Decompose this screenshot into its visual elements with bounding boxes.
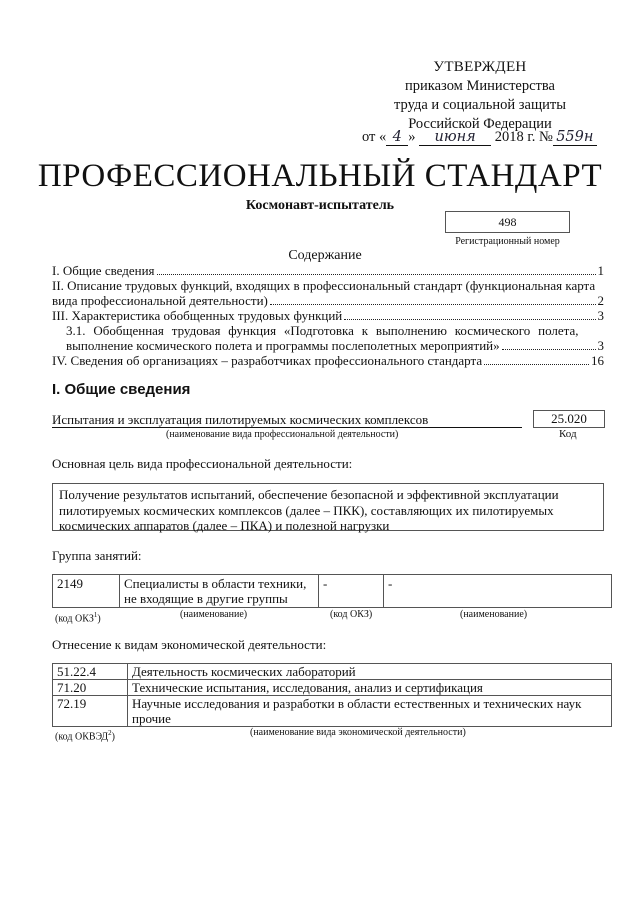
table-row: [53, 680, 612, 696]
caption-text: (код ОКВЭД: [55, 731, 109, 743]
toc-title: Содержание: [288, 248, 362, 263]
toc-item-label-cont: вида профессиональной деятельности): [52, 293, 268, 308]
approval-date-line: [362, 129, 597, 146]
toc-item-page: 16: [591, 353, 604, 368]
group-caption-name-2: (наименование): [460, 609, 528, 620]
table-row: [53, 696, 612, 727]
date-year: 2018 г. №: [494, 129, 553, 145]
section-heading: I. Общие сведения: [52, 381, 191, 398]
toc-leader: [157, 274, 596, 275]
goal-label: Основная цель вида профессиональной деятельности:: [52, 456, 353, 471]
okved-table: [52, 663, 612, 727]
approval-line-labour: труда и социальной защиты: [394, 97, 566, 113]
group-caption-code-2: (код ОКЗ): [330, 609, 373, 620]
activity-name: Испытания и эксплуатация пилотируемых космических комплексов: [52, 412, 522, 428]
group-caption-name: (наименование): [180, 609, 248, 620]
group-table: [52, 574, 612, 608]
approval-line-ministry: приказом Министерства: [405, 78, 555, 94]
registration-label: Регистрационный номер: [455, 236, 560, 247]
activity-code: 25.020: [533, 410, 605, 428]
toc-item-3[interactable]: [52, 308, 604, 323]
toc-item-label: III. Характеристика обобщенных трудовых функций: [52, 308, 343, 323]
group-name-cell: Специалисты в области техники, не входящие в другие группы: [120, 575, 319, 608]
date-month: июня: [419, 130, 491, 146]
group-caption-code: [55, 609, 101, 625]
okved-caption-name: (наименование вида экономической деятельности): [250, 727, 466, 738]
okved-name-cell: Деятельность космических лабораторий: [128, 664, 612, 680]
order-number: 559н: [553, 130, 597, 146]
toc-item-label: II. Описание трудовых функций, входящих в профессиональный стандарт (функциональная карта: [52, 278, 596, 293]
footnote-mark: 2: [108, 729, 112, 737]
document-subtitle: Космонавт-испытатель: [245, 198, 395, 213]
date-prefix: от «: [362, 129, 387, 145]
group-code-cell: -: [319, 575, 384, 608]
okved-code-cell: 72.19: [53, 696, 128, 727]
activity-caption: (наименование вида профессиональной деятельности): [166, 429, 399, 440]
approval-block: [370, 58, 590, 134]
caption-text: ): [111, 731, 115, 743]
okved-name-cell: Научные исследования и разработки в области естественных и технических наук прочие: [128, 696, 612, 727]
group-name-cell: -: [384, 575, 612, 608]
toc-leader: [502, 349, 596, 350]
caption-text: (код ОКЗ: [55, 613, 94, 625]
date-quote: »: [408, 129, 416, 145]
okved-caption-code: [55, 727, 115, 743]
okved-code-cell: 51.22.4: [53, 664, 128, 680]
footnote-mark: 1: [93, 611, 98, 619]
toc-item-1[interactable]: [52, 263, 604, 278]
toc-leader: [344, 319, 595, 320]
toc-item-page: 2: [597, 293, 604, 308]
table-row: [53, 664, 612, 680]
toc-item-label: 3.1. Обобщенная трудовая функция «Подготовка к выполнению космического полета,: [66, 323, 579, 338]
approval-title: УТВЕРЖДЕН: [433, 59, 527, 75]
approval-line-federation: Российской Федерации: [408, 116, 552, 132]
okved-label: Отнесение к видам экономической деятельности:: [52, 637, 327, 652]
activity-code-label: Код: [559, 428, 577, 440]
caption-text: ): [97, 613, 101, 625]
table-row: [53, 575, 612, 608]
toc-leader: [484, 364, 589, 365]
toc-item-page: 3: [597, 338, 604, 353]
toc-item-label: I. Общие сведения: [52, 263, 155, 278]
okved-name-cell: Технические испытания, исследования, анализ и сертификация: [128, 680, 612, 696]
toc-item-3-1[interactable]: [66, 323, 604, 353]
toc-item-page: 3: [597, 308, 604, 323]
okved-code-cell: 71.20: [53, 680, 128, 696]
toc-item-label-cont: выполнение космического полета и программы послеполетных мероприятий»: [66, 338, 500, 353]
group-label: Группа занятий:: [52, 548, 142, 563]
toc-item-page: 1: [597, 263, 604, 278]
date-day: 4: [386, 130, 408, 146]
registration-number: 498: [445, 211, 570, 233]
group-code-cell: 2149: [53, 575, 120, 608]
goal-text: Получение результатов испытаний, обеспечение безопасной и эффективной эксплуатации пилотируемых космических комплексов (далее – ПКК), составляющих их пилотируемых космических аппаратов (далее – ПКА) и полезной нагрузки: [52, 483, 604, 531]
toc-item-2[interactable]: [52, 278, 604, 308]
toc-item-4[interactable]: [52, 353, 604, 368]
toc-leader: [270, 304, 596, 305]
toc-item-label: IV. Сведения об организациях – разработчиках профессионального стандарта: [52, 353, 483, 368]
document-title: ПРОФЕССИОНАЛЬНЫЙ СТАНДАРТ: [37, 158, 603, 194]
